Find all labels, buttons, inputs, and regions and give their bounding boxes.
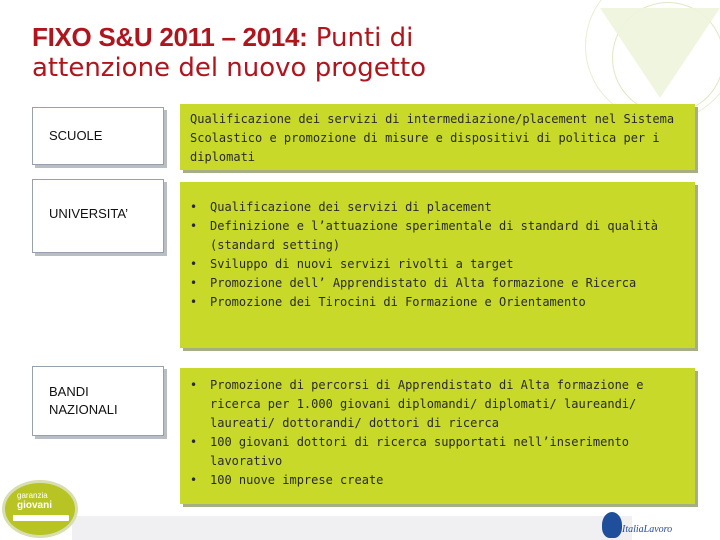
italia-lavoro-mark-icon: [602, 512, 622, 538]
label-bandi-text: BANDI NAZIONALI: [49, 384, 118, 417]
footer-band: [72, 516, 632, 540]
box-universita: [180, 182, 695, 348]
label-universita: [32, 179, 164, 253]
label-scuole-text: SCUOLE: [49, 128, 103, 143]
garanzia-giovani-logo: [2, 480, 78, 538]
label-universita-text: UNIVERSITA’: [49, 206, 128, 221]
label-bandi-nazionali: [32, 366, 164, 436]
list-item: • Promozione dell’ Apprendistato di Alta formazione e Ricerca: [180, 274, 685, 293]
list-item: • Qualificazione dei servizi di placement: [180, 198, 685, 217]
title-line2: attenzione del nuovo progetto: [32, 53, 427, 83]
logo-bar: [13, 515, 69, 521]
universita-list: [180, 182, 695, 312]
list-item: • Definizione e l’attuazione sperimentale di standard di qualità (standard setting): [180, 217, 685, 255]
list-item: • Sviluppo di nuovi servizi rivolti a target: [180, 255, 685, 274]
list-item: • Promozione dei Tirocini di Formazione e Orientamento: [180, 293, 685, 312]
box-bandi-nazionali: [180, 368, 695, 504]
title-rest: Punti di: [307, 23, 414, 53]
title-bold: FIXO S&U 2011 – 2014:: [32, 22, 308, 52]
bandi-list: [180, 368, 695, 490]
italia-lavoro-logo: [598, 508, 708, 540]
box-scuole-text: Qualificazione dei servizi di intermediazione/placement nel Sistema Scolastico e promozione di misure e dispositivi di politica per i diplomati: [190, 112, 675, 164]
list-item: • 100 nuove imprese create: [180, 471, 677, 490]
logo-text: garanzia: [17, 491, 48, 500]
label-scuole: [32, 107, 164, 165]
logo-text: ItaliaLavoro: [622, 524, 673, 535]
box-scuole: [180, 104, 695, 170]
logo-text: giovani: [17, 500, 53, 511]
slide-title: [32, 22, 592, 83]
list-item: • 100 giovani dottori di ricerca supportati nell’inserimento lavorativo: [180, 433, 677, 471]
list-item: • Promozione di percorsi di Apprendistato di Alta formazione e ricerca per 1.000 giovani diplomandi/ diplomati/ laureandi/ laureati/ dottorandi/ dottori di ricerca: [180, 376, 677, 433]
decorative-triangle: [600, 8, 720, 98]
